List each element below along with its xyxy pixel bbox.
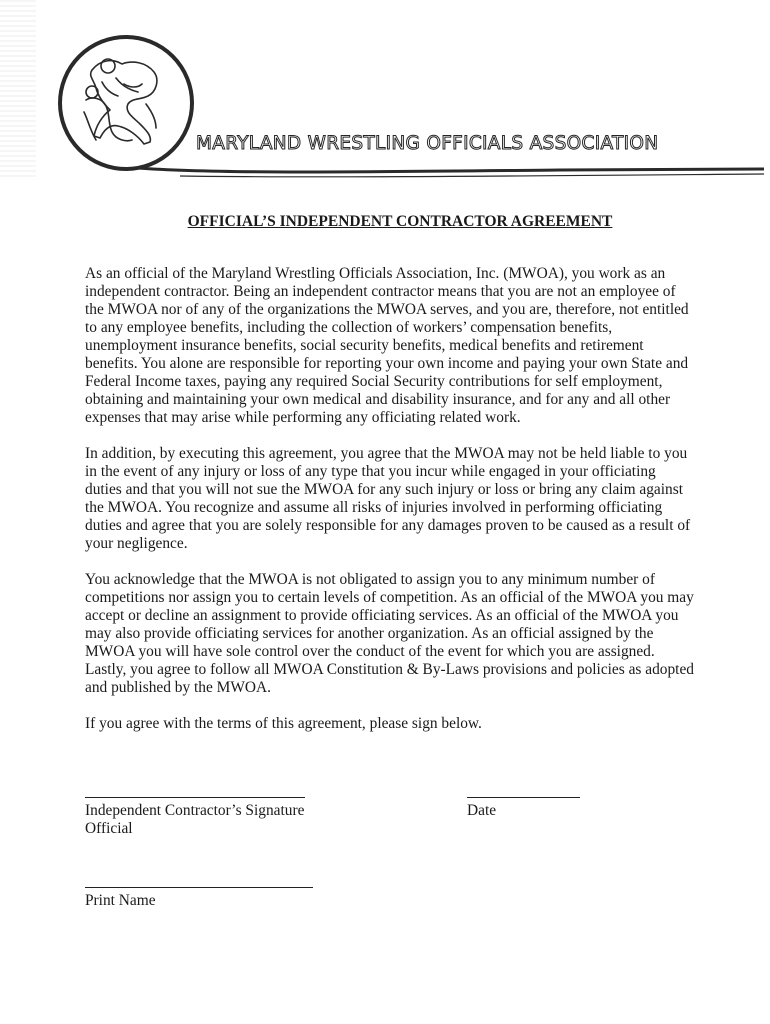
- document-title: OFFICIAL’S INDEPENDENT CONTRACTOR AGREEMENT: [187, 213, 613, 230]
- print-name-label: Print Name: [85, 892, 156, 909]
- agreement-body: [85, 265, 695, 751]
- paragraph-assignments: You acknowledge that the MWOA is not obligated to assign you to any minimum number of competitions nor assign you to certain levels of competition. As an official of the MWOA you may accept or decline an assignment to provide officiating services. As an official of the MWOA you may also provide officiating services for another organization. As an official assigned by the MWOA you will have sole control over the conduct of the event for which you are assigned. Lastly, you agree to follow all MWOA Constitution & By-Laws provisions and policies as adopted and published by the MWOA.: [85, 571, 694, 696]
- date-label: Date: [467, 802, 497, 819]
- paragraph-sign-instruction: If you agree with the terms of this agreement, please sign below.: [85, 715, 482, 732]
- print-name-line[interactable]: [85, 887, 313, 888]
- official-label: Official: [85, 820, 133, 837]
- signature-label: Independent Contractor’s Signature: [85, 802, 305, 819]
- organization-name: MARYLAND WRESTLING OFFICIALS ASSOCIATION: [196, 133, 659, 154]
- paragraph-liability: In addition, by executing this agreement, you agree that the MWOA may not be held liable to you in the event of any injury or loss of any type that you incur while engaged in your officiating duties and that you will not sue the MWOA for any such injury or loss or bring any claim against the MWOA. You recognize and assume all risks of injuries involved in performing officiating duties and agree that you are solely responsible for any damages proven to be caused as a result of your negligence.: [85, 445, 691, 552]
- paragraph-independent-contractor: As an official of the Maryland Wrestling Officials Association, Inc. (MWOA), you work as an independent contractor. Being an independent contractor means that you are not an employee of the MWOA nor of any of the organizations the MWOA serves, and you are, therefore, not entitled to any employee benefits, including the collection of workers’ compensation benefits, unemployment insurance benefits, social security benefits, medical benefits and retirement benefits. You alone are responsible for reporting your own income and paying your own State and Federal Income taxes, paying any required Social Security contributions for self employment, obtaining and maintaining your own medical and disability insurance, and for any and all other expenses that may arise while performing any officiating related work.: [85, 265, 689, 426]
- letterhead: [0, 0, 770, 200]
- wrestlers-logo-icon: [0, 0, 770, 200]
- date-line[interactable]: [467, 797, 580, 798]
- signature-line[interactable]: [85, 797, 305, 798]
